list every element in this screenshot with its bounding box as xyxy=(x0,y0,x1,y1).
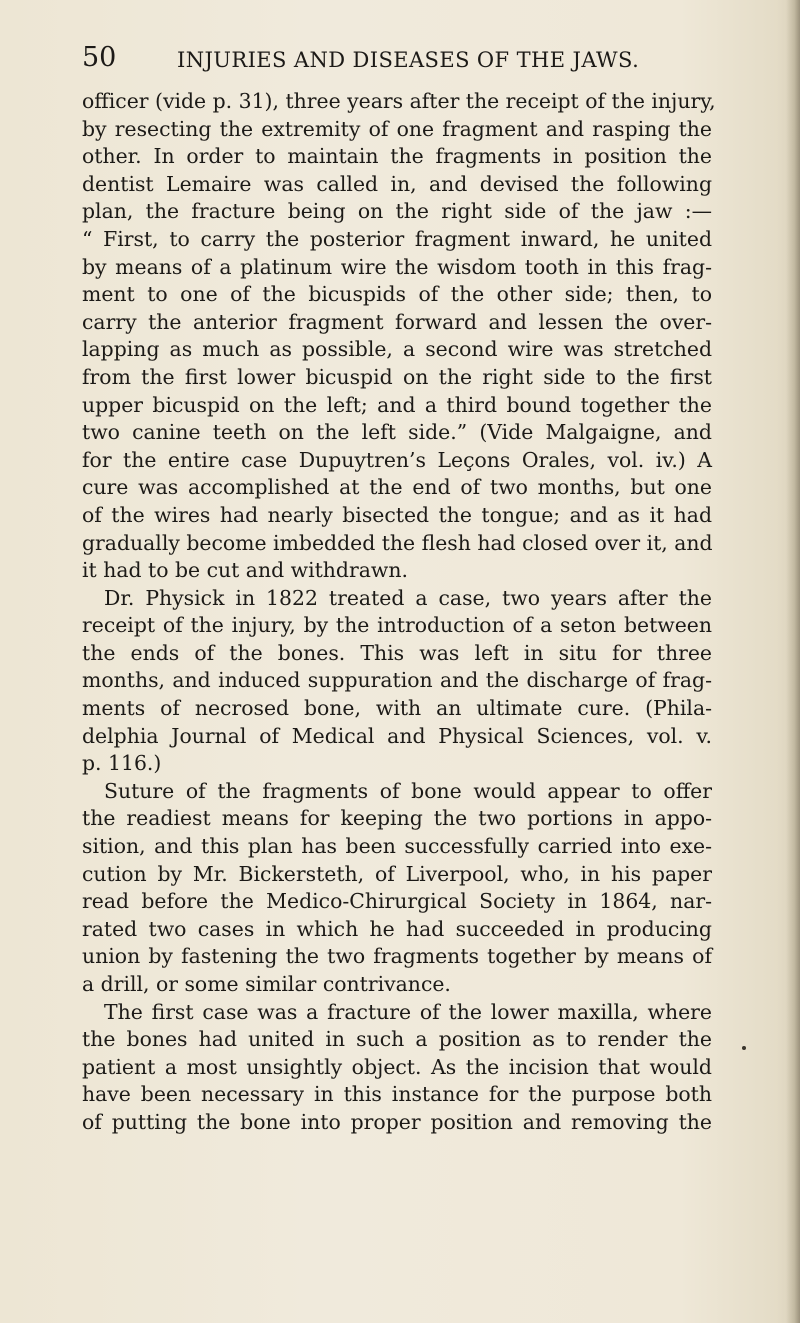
text-line: other. In order to maintain the fragments in position the xyxy=(82,144,712,169)
text-line: of putting the bone into proper position and removing the xyxy=(82,1109,712,1134)
text-line: two canine teeth on the left side.” (Vide Malgaigne, and xyxy=(82,420,712,445)
body-text xyxy=(82,88,716,1137)
text-line: cution by Mr. Bickersteth, of Liverpool, who, in his paper xyxy=(82,861,712,886)
text-line: receipt of the injury, by the introduction of a seton between xyxy=(82,613,712,638)
running-title: INJURIES AND DISEASES OF THE JAWS. xyxy=(177,48,640,72)
text-line: The first case was a fracture of the lower maxilla, where xyxy=(104,999,712,1024)
text-line: officer (vide p. 31), three years after the receipt of the injury, xyxy=(82,89,716,113)
text-line: upper bicuspid on the left; and a third bound together the xyxy=(82,392,712,417)
text-line: lapping as much as possible, a second wire was stretched xyxy=(82,337,712,362)
ink-speck xyxy=(742,1046,746,1050)
text-line: rated two cases in which he had succeeded in producing xyxy=(82,916,712,941)
text-line: cure was accomplished at the end of two months, but one xyxy=(82,475,712,500)
text-line: from the first lower bicuspid on the right side to the first xyxy=(82,364,712,389)
text-line: have been necessary in this instance for the purpose both xyxy=(82,1082,712,1107)
text-line: Suture of the fragments of bone would appear to offer xyxy=(104,778,712,803)
text-line: it had to be cut and withdrawn. xyxy=(82,558,408,583)
text-line: read before the Medico-Chirurgical Society in 1864, nar- xyxy=(82,889,712,914)
text-line: patient a most unsightly object. As the incision that would xyxy=(82,1054,712,1079)
text-line: a drill, or some similar contrivance. xyxy=(82,972,451,996)
text-line: gradually become imbedded the flesh had closed over it, and xyxy=(82,530,713,555)
text-line: “ First, to carry the posterior fragment inward, he united xyxy=(82,226,712,251)
text-line: of the wires had nearly bisected the tongue; and as it had xyxy=(82,502,712,527)
text-line: plan, the fracture being on the right side of the jaw :— xyxy=(82,199,712,224)
page-header xyxy=(82,42,722,82)
text-line: p. 116.) xyxy=(82,751,162,776)
text-line: the ends of the bones. This was left in situ for three xyxy=(82,640,712,665)
text-line: the bones had united in such a position as to render the xyxy=(82,1027,712,1052)
page-number: 50 xyxy=(82,42,117,73)
text-line: for the entire case Dupuytren’s Leçons Orales, vol. iv.) A xyxy=(82,447,712,472)
text-line: the readiest means for keeping the two portions in appo- xyxy=(82,806,712,831)
text-line: dentist Lemaire was called in, and devised the following xyxy=(82,171,712,196)
text-line: by resecting the extremity of one fragment and rasping the xyxy=(82,116,712,141)
page-edge-shadow xyxy=(786,0,800,1323)
text-line: carry the anterior fragment forward and lessen the over- xyxy=(82,309,712,334)
text-line: ment to one of the bicuspids of the other side; then, to xyxy=(82,282,712,307)
text-line: delphia Journal of Medical and Physical Sciences, vol. v. xyxy=(82,723,712,748)
text-line: sition, and this plan has been successfully carried into exe- xyxy=(82,834,712,859)
text-line: Dr. Physick in 1822 treated a case, two years after the xyxy=(104,585,712,610)
text-line: by means of a platinum wire the wisdom tooth in this frag- xyxy=(82,254,712,279)
text-line: months, and induced suppuration and the discharge of frag- xyxy=(82,668,712,693)
text-line: ments of necrosed bone, with an ultimate cure. (Phila- xyxy=(82,696,712,721)
text-line: union by fastening the two fragments together by means of xyxy=(82,944,712,969)
